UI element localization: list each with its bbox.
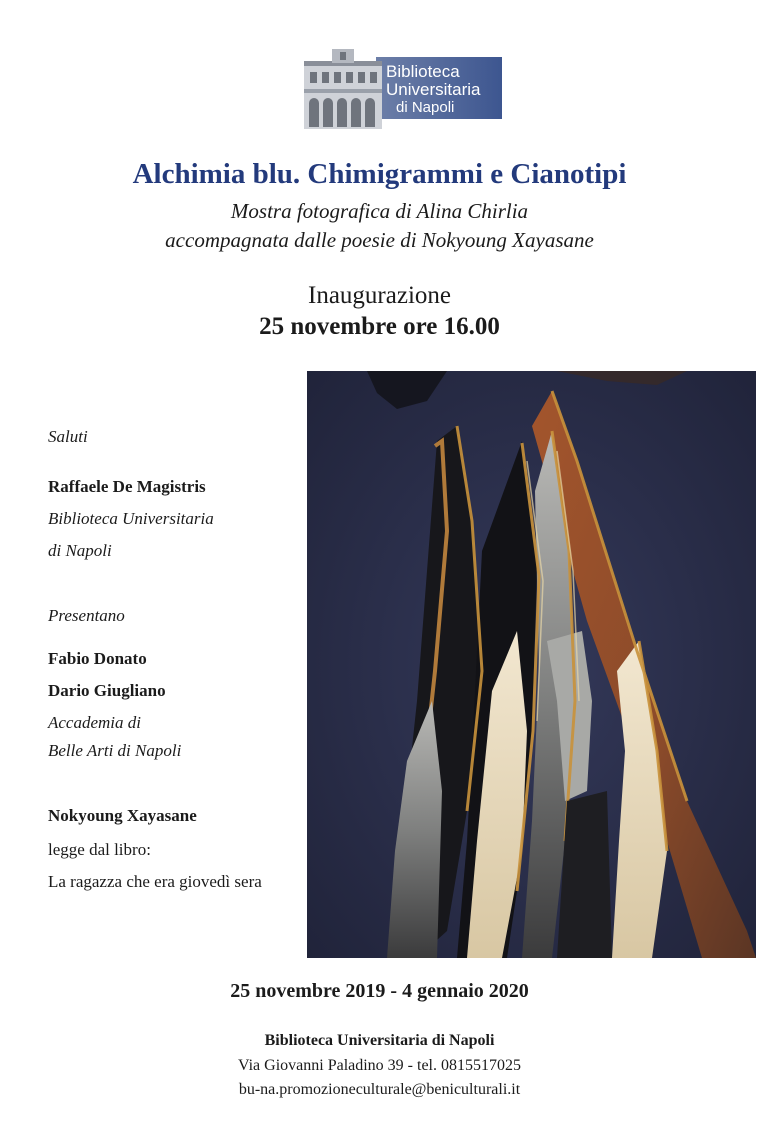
chemigram-artwork [307, 371, 756, 958]
subtitle-line-2: accompagnata dalle poesie di Nokyoung Xayasane [165, 228, 594, 252]
presenter-org-line-1: Accademia di [48, 713, 141, 732]
inauguration-label: Inaugurazione [308, 282, 451, 309]
presenter-org-line-2: Belle Arti di Napoli [48, 741, 182, 760]
greeter-org-line-2: di Napoli [48, 541, 112, 560]
presenter-1: Fabio Donato [48, 649, 147, 668]
presenter-2: Dario Giugliano [48, 681, 166, 700]
building-icon [304, 49, 382, 129]
svg-text:Biblioteca: Biblioteca [386, 62, 460, 81]
contact-email[interactable]: bu-na.promozioneculturale@beniculturali.it [238, 1081, 521, 1098]
inauguration-datetime: 25 novembre ore 16.00 [259, 313, 500, 340]
greetings-label: Saluti [48, 427, 88, 446]
venue-address: Via Giovanni Paladino 39 - tel. 0815517025 [238, 1057, 521, 1074]
venue-name: Biblioteca Universitaria di Napoli [264, 1032, 495, 1049]
library-logo [302, 47, 504, 132]
reader-name: Nokyoung Xayasane [48, 806, 197, 825]
presenters-label: Presentano [48, 606, 125, 625]
svg-text:Universitaria: Universitaria [386, 80, 481, 99]
reader-action: legge dal libro: [48, 840, 151, 859]
exhibition-dates: 25 novembre 2019 - 4 gennaio 2020 [230, 980, 529, 1002]
subtitle-line-1: Mostra fotografica di Alina Chirlia [230, 199, 529, 223]
exhibition-title: Alchimia blu. Chimigrammi e Cianotipi [132, 158, 627, 190]
book-title: La ragazza che era giovedì sera [48, 872, 262, 891]
greeter-org-line-1: Biblioteca Universitaria [48, 509, 214, 528]
greeter-name: Raffaele De Magistris [48, 477, 206, 496]
svg-text:di Napoli: di Napoli [396, 99, 455, 116]
